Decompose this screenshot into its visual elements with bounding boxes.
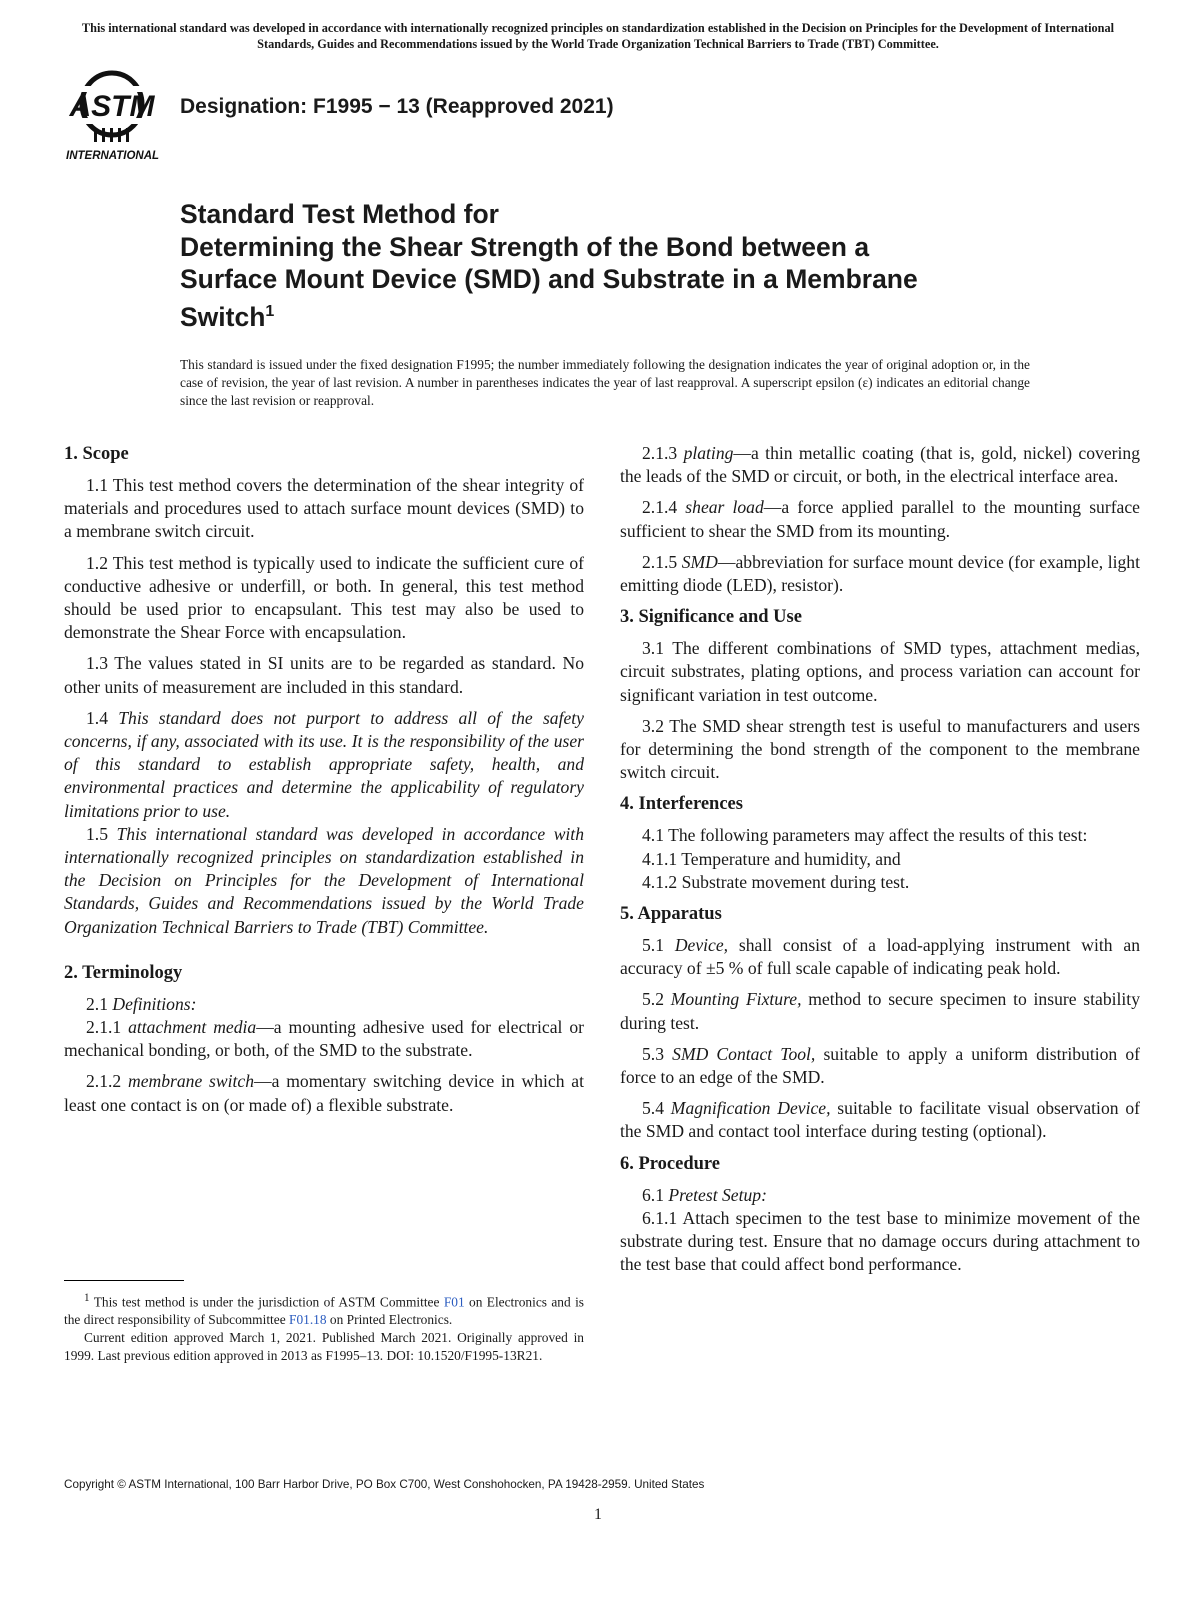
- svg-text:ASTM: ASTM: [69, 90, 155, 123]
- section-3-heading: 3. Significance and Use: [620, 607, 802, 628]
- paragraph-5-1: 5.1 Device, shall consist of a load-applying instrument with an accuracy of ±5 % of full scale capable of indicating peak hold.: [620, 935, 1140, 979]
- section-6-heading: 6. Procedure: [620, 1153, 721, 1174]
- paragraph-1-4: 1.4 This standard does not purport to address all of the safety concerns, if any, associated with its use. It is the responsibility of the user of this standard to establish appropriate safety, health, and environmental practices and determine the applicability of regulatory limitations prior to use.: [64, 707, 584, 821]
- subcommittee-f01-18-link[interactable]: F01.18: [289, 1311, 327, 1327]
- footnote-1: $^1$ This test method is under the jurisdiction of ASTM Committee F01 on Electronics and is the direct responsibility of Subcommittee F01.18 on Printed Electronics.: [64, 1292, 584, 1327]
- paragraph-4-1-2: 4.1.2 Substrate movement during test.: [642, 871, 910, 892]
- paragraph-5-3: 5.3 SMD Contact Tool, suitable to apply a uniform distribution of force to an edge of the SMD.: [620, 1043, 1141, 1088]
- paragraph-5-2: 5.2 Mounting Fixture, method to secure specimen to insure stability during test.: [620, 989, 1140, 1033]
- paragraph-2-1-2: 2.1.2 membrane switch—a momentary switching device in which at least one contact is on (or made of) a flexible substrate.: [64, 1071, 584, 1115]
- paragraph-4-1-1: 4.1.1 Temperature and humidity, and: [642, 848, 901, 869]
- title-line-1: Standard Test Method for: [180, 199, 499, 229]
- paragraph-1-2: 1.2 This test method is typically used to indicate the sufficient cure of conductive adhesive or underfill, or both. In general, this test method should be used prior to encapsulant. This test may also be used to demonstrate the Shear Force with encapsulation.: [64, 552, 584, 643]
- paragraph-2-1-3: 2.1.3 plating—a thin metallic coating (that is, gold, nickel) covering the leads of the SMD or circuit, or both, in the electrical interface area.: [620, 443, 1140, 487]
- title-line-2: Determining the Shear Strength of the Bond between a: [180, 231, 870, 262]
- footnote-divider: [64, 1280, 184, 1281]
- paragraph-2-1-4: 2.1.4 shear load—a force applied parallel to the mounting surface sufficient to shear the SMD from its mounting.: [620, 497, 1140, 541]
- footnote-edition: Current edition approved March 1, 2021. Published March 2021. Originally approved in 1999. Last previous edition approved in 2013 as F1995–13. DOI: 10.1520/F1995-13R21.: [64, 1330, 584, 1363]
- left-column: [64, 442, 584, 1125]
- paragraph-1-3: 1.3 The values stated in SI units are to be regarded as standard. No other units of measurement are included in this standard.: [64, 653, 584, 697]
- paragraph-6-1: 6.1 Pretest Setup:: [642, 1184, 767, 1205]
- copyright: Copyright © ASTM International, 100 Barr Harbor Drive, PO Box C700, West Conshohocken, PA 19428-2959. United States: [64, 1478, 705, 1491]
- title-footnote-mark: 1: [265, 302, 275, 320]
- paragraph-3-1: 3.1 The different combinations of SMD types, attachment medias, circuit substrates, plating options, and process variation can account for significant variation in test outcome.: [620, 638, 1140, 705]
- designation: Designation: F1995 − 13 (Reapproved 2021): [180, 95, 614, 118]
- astm-logo: [64, 68, 168, 164]
- paragraph-6-1-1: 6.1.1 Attach specimen to the test base to minimize movement of the substrate during test. Ensure that no damage occurs during attachment to the test base that could affect bond performance.: [620, 1207, 1140, 1275]
- title-line-4: Switch: [180, 301, 266, 332]
- astm-logo-icon: [64, 68, 168, 164]
- paragraph-4-1: 4.1 The following parameters may affect the results of this test:: [642, 825, 1088, 846]
- page-number: 1: [594, 1506, 602, 1523]
- paragraph-2-1: 2.1 Definitions:: [86, 993, 197, 1014]
- section-5-heading: 5. Apparatus: [620, 904, 722, 925]
- paragraph-1-5: 1.5 This international standard was developed in accordance with internationally recognized principles on standardization established in the Decision on Principles for the Development of International Standards, Guides and Recommendations issued by the World Trade Organization Technical Barriers to Trade (TBT) Committee.: [64, 823, 584, 937]
- logo-subtext: INTERNATIONAL: [66, 150, 160, 162]
- paragraph-3-2: 3.2 The SMD shear strength test is useful to manufacturers and users for determining the bond strength of the component to the membrane switch circuit.: [620, 715, 1140, 783]
- section-2-heading: 2. Terminology: [64, 962, 183, 983]
- document-title: [180, 198, 1080, 333]
- paragraph-2-1-1: 2.1.1 attachment media—a mounting adhesive used for electrical or mechanical bonding, or both, of the SMD to the substrate.: [64, 1017, 584, 1061]
- section-4-heading: 4. Interferences: [620, 794, 743, 815]
- title-line-3: Surface Mount Device (SMD) and Substrate in a Membrane: [180, 264, 918, 294]
- paragraph-5-4: 5.4 Magnification Device, suitable to facilitate visual observation of the SMD and contact tool interface during testing (optional).: [620, 1098, 1140, 1142]
- paragraph-2-1-5: 2.1.5 SMD—abbreviation for surface mount device (for example, light emitting diode (LED), resistor).: [620, 551, 1140, 596]
- right-column: [620, 442, 1140, 1284]
- top-notice: This international standard was developed in accordance with internationally recognized principles on standardization established in the Decision on Principles for the Development of International Standards, Guides and Recommendations issued by the World Trade Organization Technical Barriers to Trade (TBT) Committee.: [81, 21, 1115, 51]
- issuance-statement: This standard is issued under the fixed designation F1995; the number immediately following the designation indicates the year of original adoption or, in the case of revision, the year of last revision. A number in parentheses indicates the year of last reapproval. A superscript epsilon (ε) indicates an editorial change since the last revision or reapproval.: [180, 357, 1030, 408]
- section-1-heading: 1. Scope: [64, 444, 129, 464]
- footnotes: [64, 1290, 584, 1365]
- committee-f01-link[interactable]: F01: [443, 1294, 465, 1310]
- paragraph-1-1: 1.1 This test method covers the determination of the shear integrity of materials and procedures used to attach surface mount devices (SMD) to a membrane switch circuit.: [64, 475, 584, 542]
